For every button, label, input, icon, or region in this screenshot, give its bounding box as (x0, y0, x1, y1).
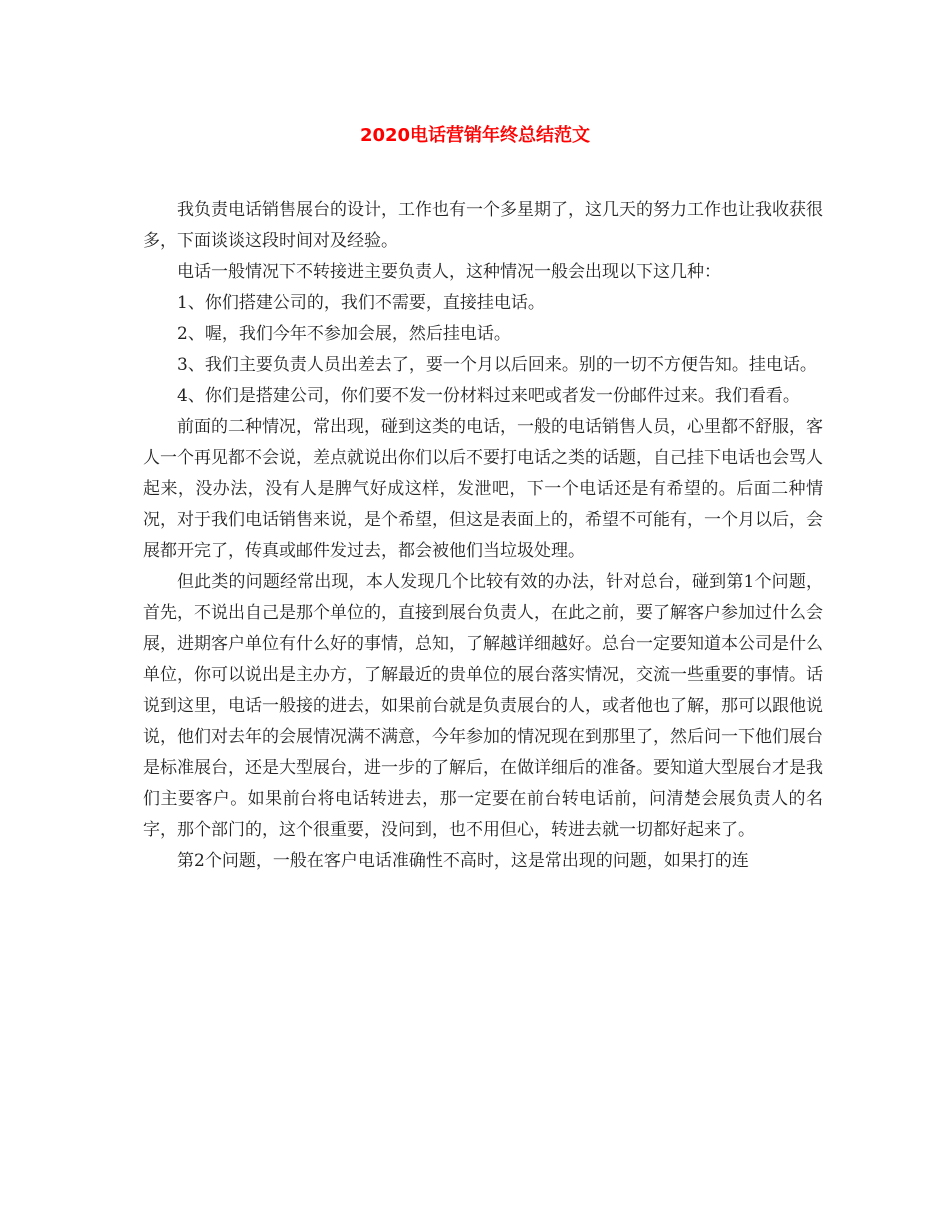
paragraph-problem-2: 第2个问题，一般在客户电话准确性不高时，这是常出现的问题，如果打的连 (177, 851, 749, 871)
document-body (143, 195, 823, 877)
list-item-4: 4、你们是搭建公司，你们要不发一份材料过来吧或者发一份邮件过来。我们看看。 (177, 386, 800, 406)
paragraph-intro: 我负责电话销售展台的设计，工作也有一个多星期了，这几天的努力工作也让我收获很多，下面谈谈这段时间对及经验。 (143, 200, 823, 251)
paragraph-methods: 但此类的问题经常出现，本人发现几个比较有效的办法，针对总台，碰到第1个问题，首先，不说出自己是那个单位的，直接到展台负责人，在此之前，要了解客户参加过什么会展，进期客户单位有什么好的事情，总知，了解越详细越好。总台一定要知道本公司是什么单位，你可以说出是主办方，了解最近的贵单位的展台落实情况，交流一些重要的事情。话说到这里，电话一般接的进去，如果前台就是负责展台的人，或者他也了解，那可以跟他说说，他们对去年的会展情况满不满意，今年参加的情况现在到那里了，然后问一下他们展台是标准展台，还是大型展台，进一步的了解后，在做详细后的准备。要知道大型展台才是我们主要客户。如果前台将电话转进去，那一定要在前台转电话前，问清楚会展负责人的名字，那个部门的，这个很重要，没问到，也不用但心，转进去就一切都好起来了。 (143, 572, 823, 840)
paragraph-analysis: 前面的二种情况，常出现，碰到这类的电话，一般的电话销售人员，心里都不舒服，客人一个再见都不会说，差点就说出你们以后不要打电话之类的话题，自己挂下电话也会骂人起来，没办法，没有人是脾气好成这样，发泄吧，下一个电话还是有希望的。后面二种情况，对于我们电话销售来说，是个希望，但这是表面上的，希望不可能有，一个月以后，会展都开完了，传真或邮件发过去，都会被他们当垃圾处理。 (143, 417, 823, 561)
list-item-1: 1、你们搭建公司的，我们不需要，直接挂电话。 (177, 293, 545, 313)
list-item-3: 3、我们主要负责人员出差去了，要一个月以后回来。别的一切不方便告知。挂电话。 (177, 355, 817, 375)
list-item-2: 2、喔，我们今年不参加会展，然后挂电话。 (177, 324, 511, 344)
document-title: 2020电话营销年终总结范文 (359, 125, 591, 146)
paragraph-situations: 电话一般情况下不转接进主要负责人，这种情况一般会出现以下这几种： (177, 262, 721, 282)
